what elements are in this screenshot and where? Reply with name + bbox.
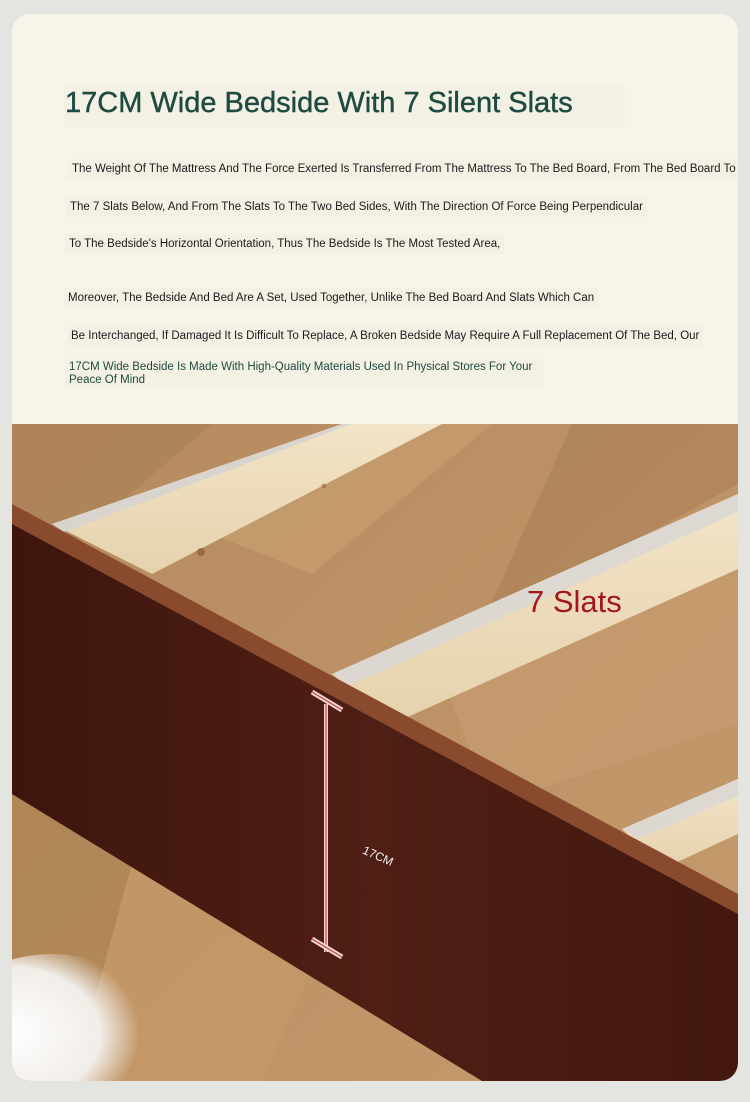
height-measurement-label: 17CM — [360, 843, 396, 869]
description-line-3: To The Bedside's Horizontal Orientation, Thus The Bedside Is The Most Tested Area, — [65, 234, 504, 254]
page-title: 17CM Wide Bedside With 7 Silent Slats — [64, 84, 625, 128]
description-line-4: Moreover, The Bedside And Bed Are A Set, Used Together, Unlike The Bed Board And Slats Which Can — [64, 288, 598, 308]
description-highlight: 17CM Wide Bedside Is Made With High-Quality Materials Used In Physical Stores For Your Peace Of Mind — [65, 359, 543, 389]
slats-callout: 7 Slats — [527, 584, 622, 619]
bed-frame-illustration — [12, 424, 738, 1081]
description-line-5: Be Interchanged, If Damaged It Is Difficult To Replace, A Broken Bedside May Require A Full Replacement Of The Bed, Our — [67, 326, 703, 346]
bed-frame-photo — [12, 424, 738, 1081]
product-card — [12, 14, 738, 1081]
description-line-1: The Weight Of The Mattress And The Force Exerted Is Transferred From The Mattress To The Bed Board, From The Bed Board To — [68, 159, 738, 179]
description-line-2: The 7 Slats Below, And From The Slats To The Two Bed Sides, With The Direction Of Force Being Perpendicular — [66, 197, 647, 217]
